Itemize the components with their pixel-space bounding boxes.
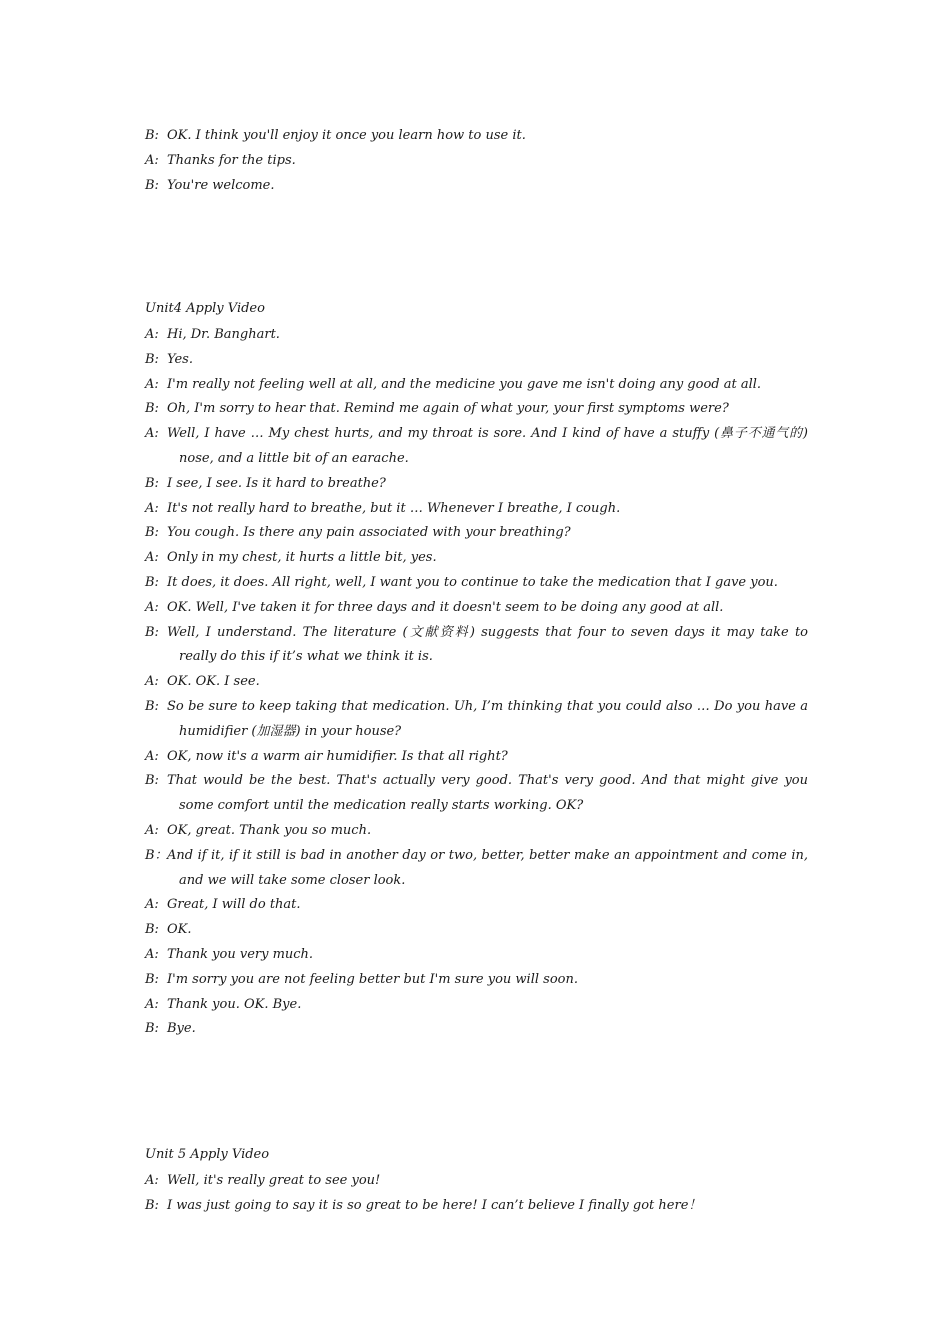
speaker-label: B:	[145, 401, 159, 417]
utterance-text: Only in my chest, it hurts a little bit, yes.	[167, 550, 437, 566]
dialogue-line	[145, 621, 808, 671]
unit4-heading: Unit4 Apply Video	[145, 301, 265, 316]
dialogue-line	[145, 844, 808, 894]
speaker-label: B:	[145, 922, 159, 938]
utterance-text: I'm sorry you are not feeling better but I'm sure you will soon.	[167, 971, 578, 987]
utterance-text: It's not really hard to breathe, but it … Whenever I breathe, I cough.	[167, 500, 621, 516]
utterance-text: Oh, I'm sorry to hear that. Remind me again of what your, your first symptoms were?	[167, 401, 729, 417]
utterance-text: You're welcome.	[167, 177, 275, 193]
dialogue-line	[145, 323, 808, 348]
utterance-text: I'm really not feeling well at all, and the medicine you gave me isn't doing any good at all.	[167, 376, 762, 392]
dialogue-line	[145, 1017, 808, 1042]
dialogue-lines	[145, 1169, 808, 1219]
utterance-text: Thank you very much.	[167, 946, 314, 962]
speaker-label: B:	[145, 475, 159, 491]
utterance-text: OK.	[167, 922, 192, 938]
speaker-label: A:	[145, 550, 159, 566]
dialogue-line	[145, 596, 808, 621]
dialogue-line	[145, 422, 808, 472]
dialogue-line	[145, 918, 808, 943]
speaker-label: B:	[145, 525, 159, 541]
dialogue-line	[145, 472, 808, 497]
dialogue-line	[145, 149, 808, 174]
dialogue-line	[145, 670, 808, 695]
speaker-label: A:	[145, 599, 159, 615]
speaker-label: B：	[145, 847, 168, 863]
dialogue-line	[145, 695, 808, 745]
dialogue-line	[145, 819, 808, 844]
utterance-text: OK. Well, I've taken it for three days and it doesn't seem to be doing any good at all.	[167, 599, 724, 615]
speaker-label: A:	[145, 897, 159, 913]
dialogue-line	[145, 124, 808, 149]
dialogue-line	[145, 745, 808, 770]
speaker-label: A:	[145, 822, 159, 838]
utterance-text: OK. I think you'll enjoy it once you learn how to use it.	[167, 128, 526, 143]
dialogue-line	[145, 993, 808, 1018]
dialogue-line	[145, 769, 808, 819]
utterance-text: I was just going to say it is so great to be here! I can’t believe I finally got here！	[167, 1197, 702, 1213]
dialogue-line	[145, 497, 808, 522]
utterance-text: OK. OK. I see.	[167, 674, 260, 690]
speaker-label: A:	[145, 426, 159, 442]
dialogue-line	[145, 348, 808, 373]
dialogue-lines	[145, 323, 808, 1042]
unit5-section	[145, 1144, 808, 1219]
speaker-label: B:	[145, 1197, 159, 1213]
utterance-text: OK, great. Thank you so much.	[167, 822, 372, 838]
utterance-text: It does, it does. All right, well, I want you to continue to take the medication that I gave you.	[167, 574, 778, 590]
speaker-label: B:	[145, 971, 159, 987]
utterance-text: I see, I see. Is it hard to breathe?	[167, 475, 386, 491]
speaker-label: B:	[145, 1021, 159, 1037]
dialogue-line	[145, 571, 808, 596]
dialogue-continuation	[145, 124, 808, 198]
utterance-text: Thank you. OK. Bye.	[167, 996, 302, 1012]
utterance-text: Thanks for the tips.	[167, 152, 296, 168]
speaker-label: B:	[145, 351, 159, 367]
dialogue-lines	[145, 124, 808, 198]
utterance-text: Hi, Dr. Banghart.	[167, 327, 280, 342]
speaker-label: A:	[145, 500, 159, 516]
speaker-label: A:	[145, 152, 159, 168]
dialogue-line	[145, 546, 808, 571]
dialogue-line	[145, 968, 808, 993]
speaker-label: A:	[145, 327, 159, 342]
speaker-label: B:	[145, 773, 159, 789]
dialogue-line	[145, 521, 808, 546]
utterance-text: Well, I understand. The literature (文献资料) suggests that four to seven days it may take to really do this if it’s what we think it is.	[167, 624, 808, 665]
dialogue-line	[145, 1169, 808, 1194]
utterance-text: Well, it's really great to see you!	[167, 1173, 381, 1188]
utterance-text: And if it, if it still is bad in another day or two, better, better make an appointment and come in, and we will take some closer look.	[167, 847, 808, 888]
speaker-label: A:	[145, 996, 159, 1012]
utterance-text: You cough. Is there any pain associated with your breathing?	[167, 525, 571, 541]
dialogue-line	[145, 373, 808, 398]
dialogue-line	[145, 1194, 808, 1219]
speaker-label: A:	[145, 674, 159, 690]
speaker-label: B:	[145, 624, 159, 640]
utterance-text: OK, now it's a warm air humidifier. Is that all right?	[167, 748, 508, 764]
speaker-label: A:	[145, 946, 159, 962]
dialogue-line	[145, 893, 808, 918]
utterance-text: Well, I have … My chest hurts, and my throat is sore. And I kind of have a stuffy (鼻子不通气的) nose, and a little bit of an earache.	[167, 426, 808, 466]
dialogue-line	[145, 397, 808, 422]
utterance-text: Great, I will do that.	[167, 897, 301, 913]
speaker-label: A:	[145, 376, 159, 392]
speaker-label: B:	[145, 128, 159, 143]
utterance-text: So be sure to keep taking that medication. Uh, I’m thinking that you could also … Do you have a humidifier (加湿器) in your house?	[167, 698, 808, 739]
speaker-label: B:	[145, 574, 159, 590]
unit5-heading: Unit 5 Apply Video	[145, 1147, 270, 1162]
speaker-label: A:	[145, 1173, 159, 1188]
speaker-label: A:	[145, 748, 159, 764]
unit4-section	[145, 298, 808, 1042]
utterance-text: Bye.	[167, 1021, 196, 1037]
utterance-text: That would be the best. That's actually very good. That's very good. And that might give you some comfort until the medication really starts working. OK?	[167, 773, 808, 814]
dialogue-line	[145, 174, 808, 199]
speaker-label: B:	[145, 177, 159, 193]
speaker-label: B:	[145, 698, 159, 714]
dialogue-line	[145, 943, 808, 968]
utterance-text: Yes.	[167, 351, 193, 367]
